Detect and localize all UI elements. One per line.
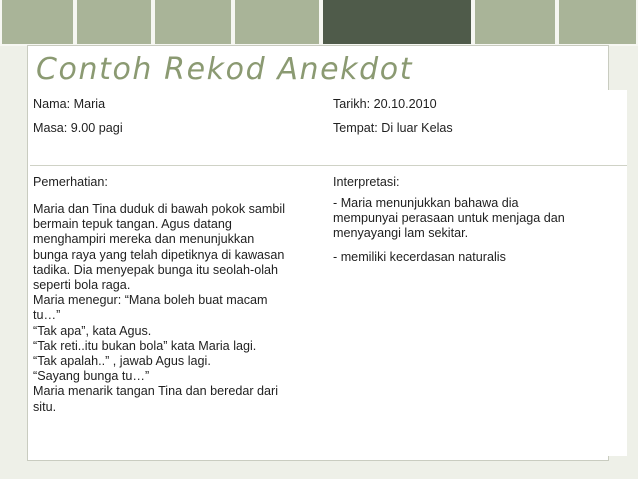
header-tile — [75, 0, 153, 46]
masa-field: Masa: 9.00 pagi — [33, 121, 123, 135]
nama-field: Nama: Maria — [33, 97, 106, 111]
pemerhatian-text: Maria dan Tina duduk di bawah pokok sambil bermain tepuk tangan. Agus datang menghampiri mereka dan menunjukkan bunga raya yang telah dipetiknya di kawasan tadika. Dia menyepak bunga itu seolah-olah seperti bola raga. Maria menegur: “Mana boleh buat macam tu…” “Tak apa”, kata Agus. “Tak reti..itu bukan bola” kata Maria lagi. “Tak apalah..” , jawab Agus lagi. “Sayang bunga tu…” Maria menarik tangan Tina dan beredar dari situ. — [33, 202, 286, 414]
header-tile-dark — [321, 0, 473, 46]
interpretasi-item: - Maria menunjukkan bahawa dia mempunyai perasaan untuk menjaga dan menyayangi lam sekitar. — [333, 196, 565, 241]
header-tile — [153, 0, 233, 46]
tempat-field: Tempat: Di luar Kelas — [333, 121, 453, 135]
tarikh-field: Tarikh: 20.10.2010 — [333, 97, 437, 111]
pemerhatian-label: Pemerhatian: — [33, 175, 108, 189]
interpretasi-item: - memiliki kecerdasan naturalis — [333, 250, 506, 264]
anecdote-record-table — [30, 90, 627, 456]
header-tile — [473, 0, 557, 46]
interpretasi-label: Interpretasi: — [333, 175, 400, 189]
slide-title: Contoh Rekod Anekdot — [36, 52, 414, 87]
row-divider — [30, 165, 627, 166]
header-tile — [0, 0, 75, 46]
header-tile — [233, 0, 321, 46]
header-tile — [557, 0, 638, 46]
